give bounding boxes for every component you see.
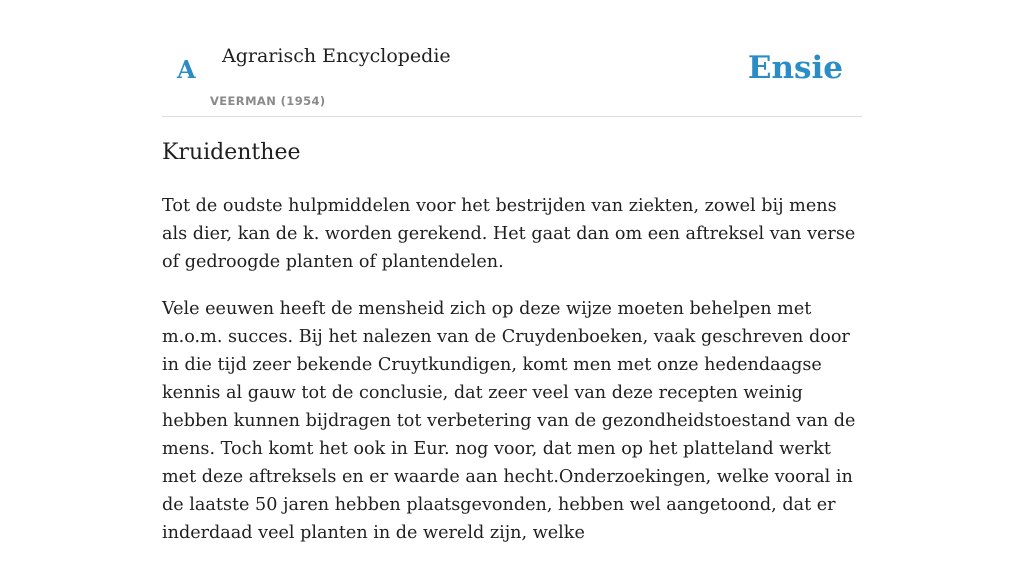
entry-body (162, 192, 862, 566)
index-letter-link[interactable]: A (177, 55, 196, 84)
entry-page (162, 0, 862, 543)
source-author-year: VEERMAN (1954) (210, 94, 326, 108)
source-header (162, 0, 862, 117)
entry-paragraph: Vele eeuwen heeft de mensheid zich op deze wijze moeten behelpen met m.o.m. succes. Bij het nalezen van de Cruydenboeken, vaak geschreven door in die tijd zeer bekende Cruytkundigen, komt men met onze hedendaagse kennis al gauw tot de conclusie, dat zeer veel van deze recepten weinig hebben kunnen bijdragen tot verbetering van de gezondheidstoestand van de mens. Toch komt het ook in Eur. nog voor, dat men op het platteland werkt met deze aftreksels en er waarde aan hecht.Onderzoekingen, welke vooral in de laatste 50 jaren hebben plaatsgevonden, hebben wel aangetoond, dat er inderdaad veel planten in de wereld zijn, welke (162, 299, 856, 543)
entry-paragraph: Tot de oudste hulpmiddelen voor het bestrijden van ziekten, zowel bij mens als dier, kan de k. worden gerekend. Het gaat dan om een aftreksel van verse of gedroogde planten of plantendelen. (162, 196, 856, 272)
entry-title: Kruidenthee (162, 140, 301, 165)
brand-logo-link[interactable]: Ensie (747, 50, 843, 86)
source-title-link[interactable]: Agrarisch Encyclopedie (222, 45, 451, 67)
